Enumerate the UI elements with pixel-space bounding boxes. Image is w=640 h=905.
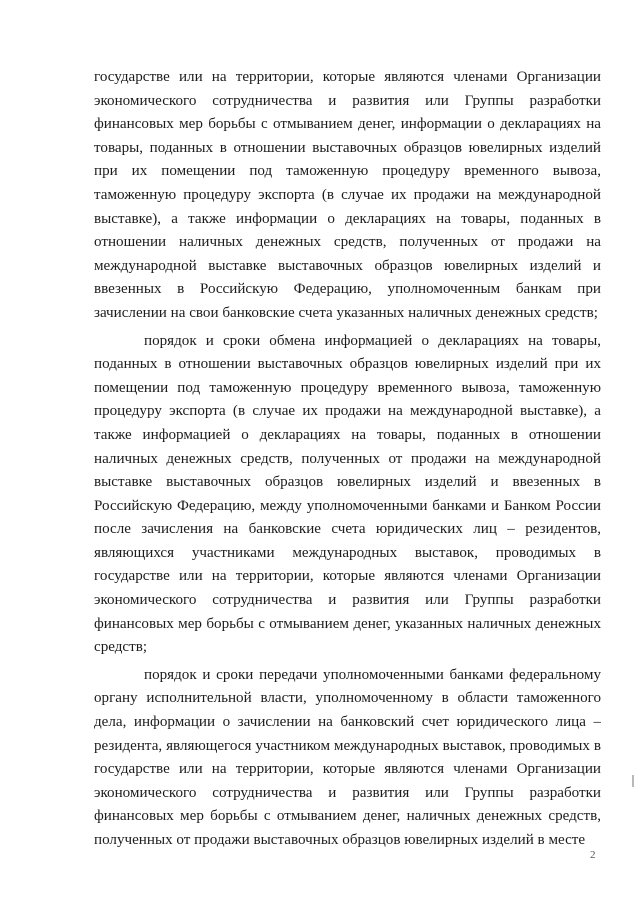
- paragraph-3: [94, 664, 601, 853]
- text-line: государстве или на территории, которые являются членами Организации: [94, 761, 601, 778]
- text-line: финансовых мер борьбы с отмыванием денег, указанных наличных денежных: [94, 615, 601, 632]
- text-line: отношении наличных денежных средств, полученных от продажи на: [94, 234, 601, 251]
- text-line: после зачисления на банковские счета юридических лиц – резидентов,: [94, 521, 601, 538]
- text-line: выставке выставочных образцов ювелирных изделий и ввезенных в: [94, 474, 601, 491]
- text-line: помещении под таможенную процедуру временного вывоза, таможенную: [94, 379, 601, 396]
- text-line: государстве или на территории, которые являются членами Организации: [94, 568, 601, 585]
- body-text: [94, 66, 601, 853]
- text-line: экономического сотрудничества и развития или Группы разработки: [94, 592, 601, 609]
- text-line: зачислении на свои банковские счета указанных наличных денежных средств;: [94, 304, 598, 321]
- text-line: международной выставке выставочных образцов ювелирных изделий и: [94, 257, 601, 274]
- text-line: экономического сотрудничества и развития или Группы разработки: [94, 92, 601, 109]
- text-line: финансовых мер борьбы с отмыванием денег, информации о декларациях на: [94, 116, 601, 133]
- text-line: товары, поданных в отношении выставочных образцов ювелирных изделий: [94, 139, 601, 156]
- text-line: при их помещении под таможенную процедуру временного вывоза,: [94, 163, 601, 180]
- text-line: также информацией о декларациях на товары, поданных в отношении: [94, 426, 601, 443]
- paragraph-2: [94, 330, 601, 660]
- text-line: поданных в отношении выставочных образцов ювелирных изделий при их: [94, 356, 601, 373]
- text-line: финансовых мер борьбы с отмыванием денег, наличных денежных средств,: [94, 808, 601, 825]
- text-line: резидента, являющегося участником международных выставок, проводимых в: [94, 737, 601, 754]
- text-line: являющихся участниками международных выставок, проводимых в: [94, 544, 601, 561]
- text-line: дела, информации о зачислении на банковский счет юридического лица –: [94, 714, 601, 731]
- text-line: органу исполнительной власти, уполномоченному в области таможенного: [94, 690, 601, 707]
- scan-artifact: [632, 775, 634, 787]
- text-line: Российскую Федерацию, между уполномоченными банками и Банком России: [94, 497, 601, 514]
- text-line: порядок и сроки передачи уполномоченными банками федеральному: [144, 666, 601, 683]
- text-line: наличных денежных средств, полученных от продажи на международной: [94, 450, 601, 467]
- paragraph-1: [94, 66, 601, 326]
- text-line: ввезенных в Российскую Федерацию, уполномоченным банкам при: [94, 281, 601, 298]
- text-line: процедуру экспорта (в случае их продажи на международной выставке), а: [94, 403, 601, 420]
- text-line: экономического сотрудничества и развития или Группы разработки: [94, 784, 601, 801]
- text-line: полученных от продажи выставочных образцов ювелирных изделий в месте: [94, 832, 586, 848]
- page-number: 2: [590, 849, 596, 861]
- text-line: государстве или на территории, которые являются членами Организации: [94, 69, 601, 85]
- text-line: средств;: [94, 639, 148, 656]
- text-line: таможенную процедуру экспорта (в случае их продажи на международной: [94, 186, 601, 203]
- text-line: выставке), а также информации о декларациях на товары, поданных в: [94, 210, 601, 227]
- text-line: порядок и сроки обмена информацией о декларациях на товары,: [144, 332, 601, 349]
